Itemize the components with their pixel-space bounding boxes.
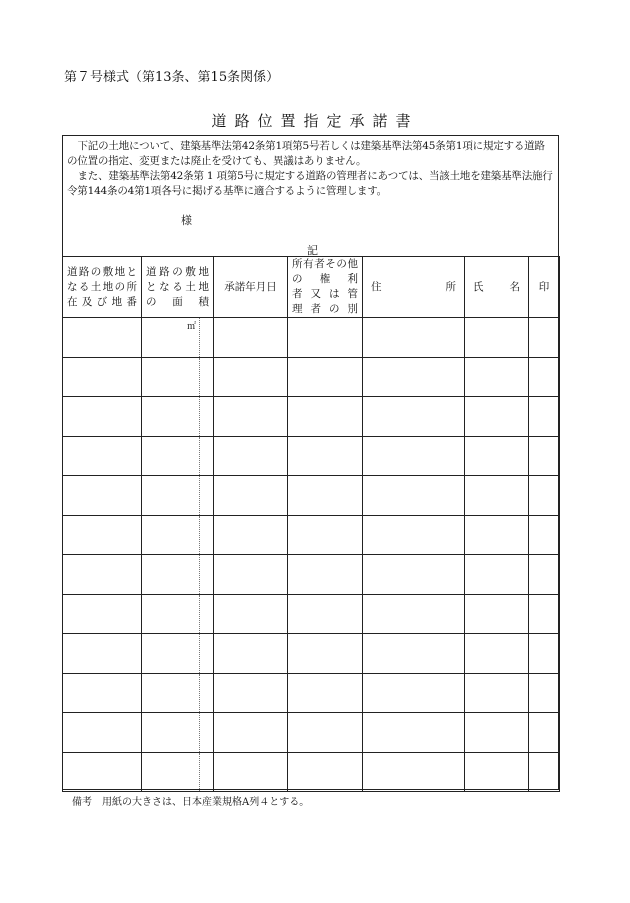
cell-owner-type[interactable] [288,713,363,753]
cell-land-area[interactable] [142,752,214,792]
cell-land-area[interactable] [142,436,214,476]
cell-address[interactable] [363,555,465,595]
header-line: なる土地の所 [67,280,137,293]
cell-land-area[interactable] [142,634,214,674]
document-title: 道路位置指定承諾書 [211,112,419,130]
cell-consent-date[interactable] [214,476,288,516]
note [72,793,309,808]
header-line: 承諾年月日 [224,280,277,293]
cell-name[interactable] [465,555,529,595]
area-unit: ㎡ [186,322,196,332]
cell-address[interactable] [363,357,465,397]
cell-name[interactable] [465,752,529,792]
cell-seal[interactable] [529,397,560,437]
cell-consent-date[interactable] [214,634,288,674]
cell-address[interactable] [363,397,465,437]
header-line: となる土地 [146,280,209,293]
cell-seal[interactable] [529,555,560,595]
header-line: 道路の敷地と [67,265,137,278]
cell-land-location[interactable] [63,476,142,516]
cell-land-area[interactable] [142,594,214,634]
cell-seal[interactable] [529,752,560,792]
cell-name[interactable] [465,673,529,713]
note-label: 備考 [72,797,92,808]
cell-land-location[interactable] [63,594,142,634]
cell-seal[interactable] [529,634,560,674]
cell-land-area[interactable] [142,357,214,397]
cell-consent-date[interactable] [214,555,288,595]
cell-name[interactable] [465,357,529,397]
cell-consent-date[interactable] [214,436,288,476]
cell-consent-date[interactable] [214,594,288,634]
cell-land-location[interactable] [63,673,142,713]
header-line: 所 [445,280,456,293]
cell-consent-date[interactable] [214,357,288,397]
cell-owner-type[interactable] [288,357,363,397]
cell-name[interactable] [465,318,529,358]
cell-consent-date[interactable] [214,397,288,437]
form-number: 第７号様式（第13条、第15条関係） [64,70,280,85]
cell-land-location[interactable] [63,713,142,753]
cell-land-location[interactable] [63,318,142,358]
header-line: 氏 [473,280,484,293]
cell-seal[interactable] [529,318,560,358]
cell-address[interactable] [363,318,465,358]
cell-seal[interactable] [529,476,560,516]
cell-land-location[interactable] [63,357,142,397]
header-line: 所有者その他 [292,258,358,270]
intro-text [67,139,555,199]
header-line: 者又は管 [292,288,358,300]
cell-address[interactable] [363,752,465,792]
cell-address[interactable] [363,594,465,634]
consent-table [62,256,560,792]
header-owner-type [288,257,363,318]
header-line: 名 [509,280,520,293]
cell-name[interactable] [465,476,529,516]
cell-name[interactable] [465,515,529,555]
table-row [63,318,560,358]
cell-seal[interactable] [529,515,560,555]
cell-land-area[interactable] [142,515,214,555]
cell-owner-type[interactable] [288,318,363,358]
table-header-row [63,257,560,318]
cell-land-location[interactable] [63,752,142,792]
cell-name[interactable] [465,634,529,674]
cell-name[interactable] [465,436,529,476]
cell-name[interactable] [465,713,529,753]
cell-seal[interactable] [529,357,560,397]
table-row [63,555,560,595]
header-seal [529,257,560,318]
cell-owner-type[interactable] [288,476,363,516]
cell-consent-date[interactable] [214,318,288,358]
table-row [63,713,560,753]
cell-land-location[interactable] [63,555,142,595]
table-row [63,476,560,516]
cell-address[interactable] [363,436,465,476]
note-text: 用紙の大きさは、日本産業規格A列４とする。 [102,797,310,808]
header-line: 理者の別 [292,303,358,315]
cell-owner-type[interactable] [288,515,363,555]
table-row [63,752,560,792]
table-row [63,594,560,634]
header-land-location [63,257,142,318]
cell-seal[interactable] [529,594,560,634]
cell-consent-date[interactable] [214,515,288,555]
cell-address[interactable] [363,515,465,555]
cell-address[interactable] [363,673,465,713]
cell-owner-type[interactable] [288,397,363,437]
cell-owner-type[interactable] [288,594,363,634]
cell-address[interactable] [363,713,465,753]
header-line: の 面 積 [146,295,209,308]
cell-land-location[interactable] [63,634,142,674]
table-row [63,357,560,397]
header-line: 在及び地番 [67,295,137,308]
cell-name[interactable] [465,594,529,634]
cell-seal[interactable] [529,673,560,713]
cell-consent-date[interactable] [214,752,288,792]
cell-land-area[interactable] [142,397,214,437]
salutation: 様 [181,214,192,227]
header-line: 印 [538,280,550,293]
table-row [63,673,560,713]
cell-consent-date[interactable] [214,673,288,713]
cell-owner-type[interactable] [288,634,363,674]
header-address [363,257,465,318]
cell-land-area[interactable] [142,673,214,713]
cell-address[interactable] [363,476,465,516]
form-frame [62,135,559,790]
intro-paragraph-1: 下記の土地について、建築基準法第42条第1項第5号若しくは建築基準法第45条第1項に規定する道路の位置の指定、変更または廃止を受けても、異議はありません。 [67,140,545,167]
cell-owner-type[interactable] [288,752,363,792]
cell-address[interactable] [363,634,465,674]
cell-land-location[interactable] [63,436,142,476]
cell-land-area[interactable] [142,318,214,358]
table-row [63,515,560,555]
cell-land-area[interactable] [142,713,214,753]
intro-paragraph-2: また、建築基準法第42条第 1 項第5号に規定する道路の管理者にあつては、当該土地を建築基準法施行令第144条の4第1項各号に掲げる基準に適合するように管理します。 [67,170,553,197]
header-land-area [142,257,214,318]
cell-land-area[interactable] [142,476,214,516]
table-row [63,436,560,476]
cell-owner-type[interactable] [288,673,363,713]
cell-owner-type[interactable] [288,436,363,476]
header-name [465,257,529,318]
ki-heading: 記 [307,244,318,257]
cell-name[interactable] [465,397,529,437]
cell-seal[interactable] [529,713,560,753]
cell-land-location[interactable] [63,397,142,437]
cell-seal[interactable] [529,436,560,476]
cell-land-area[interactable] [142,555,214,595]
cell-consent-date[interactable] [214,713,288,753]
cell-land-location[interactable] [63,515,142,555]
header-line: 住 [371,280,382,293]
header-line: 道路の敷地 [146,265,209,278]
table-row [63,634,560,674]
cell-owner-type[interactable] [288,555,363,595]
table-row [63,397,560,437]
header-consent-date [214,257,288,318]
header-line: の 権 利 [292,273,358,285]
